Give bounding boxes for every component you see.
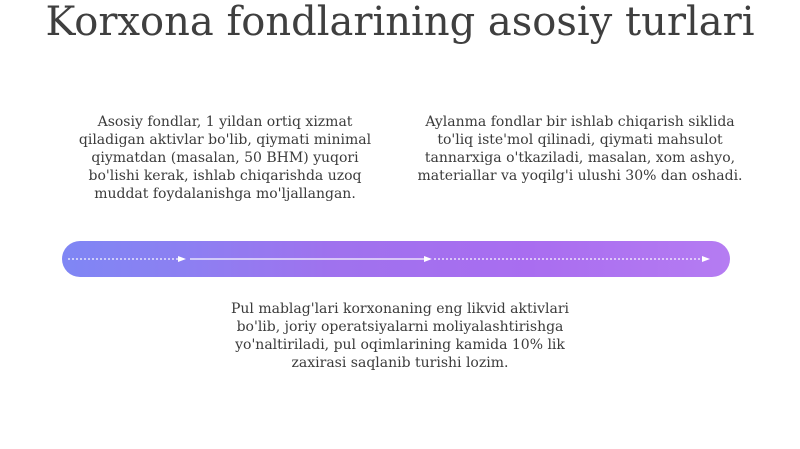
text-block-fixed-assets: Asosiy fondlar, 1 yildan ortiq xizmat qiladigan aktivlar bo'lib, qiymati minimal qiymatdan (masalan, 50 BHM) yuqori bo'lishi kerak, ishlab chiqarishda uzoq muddat foydalanishga mo'ljallangan. bbox=[78, 114, 372, 202]
timeline-arrows bbox=[62, 241, 730, 277]
arrow-right-icon bbox=[424, 256, 432, 262]
timeline-bar bbox=[62, 241, 730, 277]
arrow-right-icon bbox=[178, 256, 186, 262]
text-block-cash: Pul mablag'lari korxonaning eng likvid aktivlari bo'lib, joriy operatsiyalarni moliyalashtirishga yo'naltiriladi, pul oqimlarining kamida 10% lik zaxirasi saqlanib turishi lozim. bbox=[230, 301, 570, 371]
text-block-working-capital: Aylanma fondlar bir ishlab chiqarish siklida to'liq iste'mol qilinadi, qiymati mahsulot tannarxiga o'tkaziladi, masalan, xom ashyo, materiallar va yoqilg'i ulushi 30% dan oshadi. bbox=[417, 114, 743, 184]
arrow-right-icon bbox=[702, 256, 710, 262]
slide-title: Korxona fondlarining asosiy turlari bbox=[45, 0, 755, 45]
